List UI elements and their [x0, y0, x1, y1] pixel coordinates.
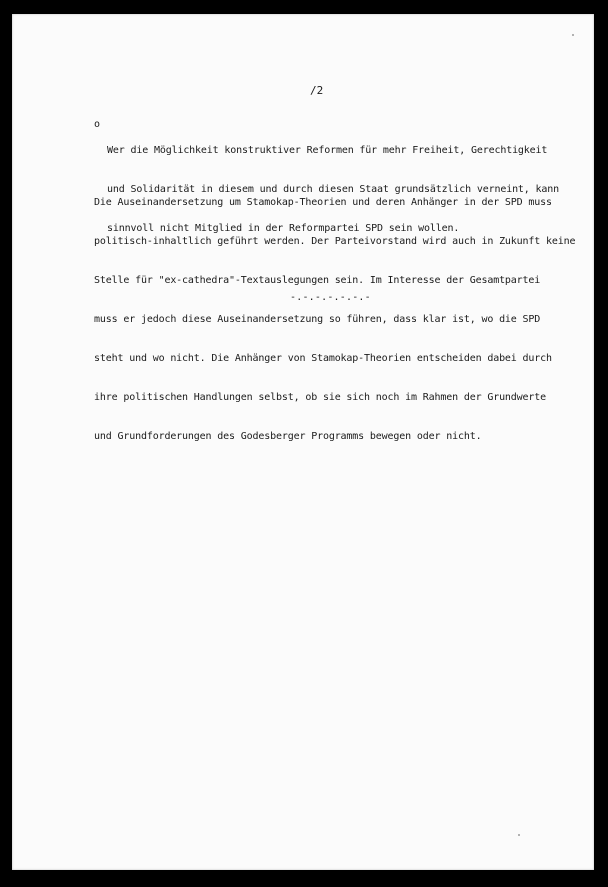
paragraph-line: Stelle für "ex-cathedra"-Textauslegungen sein. Im Interesse der Gesamtpartei [94, 275, 541, 286]
document-page [12, 14, 594, 870]
bullet-line: und Solidarität in diesem und durch diesen Staat grundsätzlich verneint, kann [107, 184, 560, 195]
paragraph-line: politisch-inhaltlich geführt werden. Der Parteivorstand wird auch in Zukunft keine [94, 236, 576, 247]
paragraph-line: ihre politischen Handlungen selbst, ob sie sich noch im Rahmen der Grundwerte [94, 392, 547, 403]
paragraph-line: und Grundforderungen des Godesberger Programms bewegen oder nicht. [94, 431, 482, 442]
body-paragraph [94, 170, 575, 469]
bullet-marker: o [94, 119, 101, 130]
end-separator: -.-.-.-.-.-.- [290, 292, 371, 303]
paragraph-line: steht und wo nicht. Die Anhänger von Stamokap-Theorien entscheiden dabei durch [94, 353, 552, 364]
bullet-line: sinnvoll nicht Mitglied in der Reformpartei SPD sein wollen. [107, 223, 460, 234]
page-number: /2 [310, 84, 324, 97]
scan-speck [518, 834, 520, 836]
paragraph-line: Die Auseinandersetzung um Stamokap-Theorien und deren Anhänger in der SPD muss [94, 197, 552, 208]
bullet-line: Wer die Möglichkeit konstruktiver Reformen für mehr Freiheit, Gerechtigkeit [107, 145, 548, 156]
paragraph-line: muss er jedoch diese Auseinandersetzung so führen, dass klar ist, wo die SPD [94, 314, 541, 325]
scan-speck [572, 34, 574, 36]
